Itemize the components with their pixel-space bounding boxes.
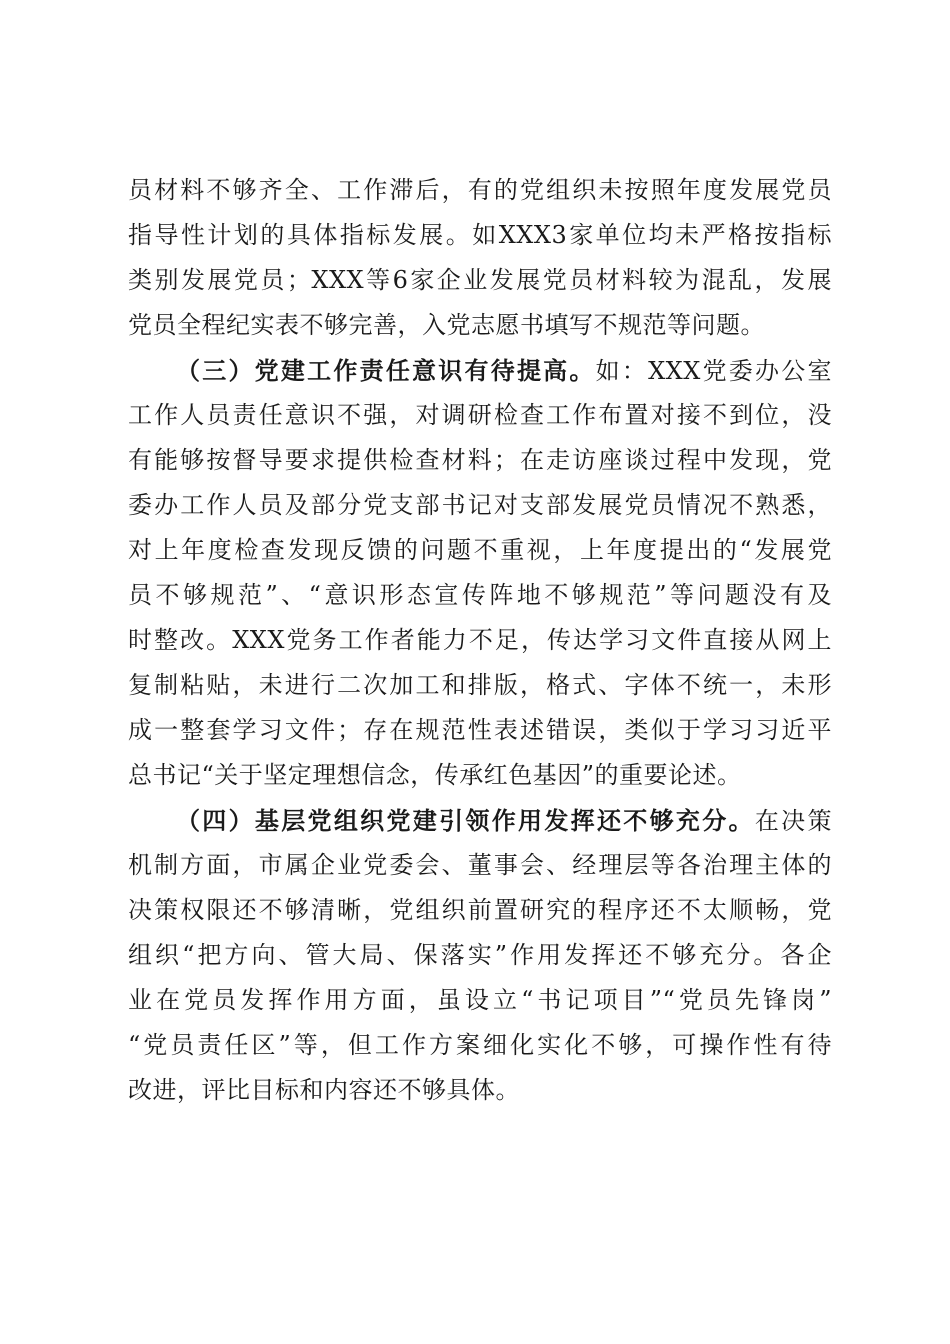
text-line-heading [128,348,832,393]
text-line: 类别发展党员；XXX等6家企业发展党员材料较为混乱，发展 [128,266,832,294]
text-line: 业在党员发挥作用方面，虽设立“书记项目”“党员先锋岗” [128,986,832,1014]
paragraph-3 [128,798,832,1113]
section-heading-3: （三）党建工作责任意识有待提高。 [176,356,596,385]
text-line: 有能够按督导要求提供检查材料；在走访座谈过程中发现，党 [128,446,832,474]
paragraph-1 [128,168,832,348]
text-line: 机制方面，市属企业党委会、董事会、经理层等各治理主体的 [128,851,832,879]
text-line: 员不够规范”、“意识形态宣传阵地不够规范”等问题没有及 [128,581,832,609]
text-line: 总书记“关于坚定理想信念，传承红色基因”的重要论述。 [128,761,742,789]
text-span: 在决策 [754,807,832,835]
text-span: 如：XXX党委办公室 [595,357,832,385]
paragraph-2 [128,348,832,798]
text-line: 时整改。XXX党务工作者能力不足，传达学习文件直接从网上 [128,626,832,654]
text-line: 党员全程纪实表不够完善，入党志愿书填写不规范等问题。 [128,311,765,339]
text-line-heading [128,798,832,843]
section-heading-4: （四）基层党组织党建引领作用发挥还不够充分。 [176,806,755,835]
text-line: 成一整套学习文件；存在规范性表述错误，类似于学习习近平 [128,716,832,744]
text-line: 委办工作人员及部分党支部书记对支部发展党员情况不熟悉， [128,491,832,519]
text-line: 指导性计划的具体指标发展。如XXX3家单位均未严格按指标 [128,221,832,249]
text-line: 复制粘贴，未进行二次加工和排版，格式、字体不统一，未形 [128,671,832,699]
document-body [128,168,832,1113]
text-line: “党员责任区”等，但工作方案细化实化不够，可操作性有待 [128,1031,832,1059]
text-line: 员材料不够齐全、工作滞后，有的党组织未按照年度发展党员 [128,176,832,204]
text-line: 工作人员责任意识不强，对调研检查工作布置对接不到位，没 [128,401,832,429]
text-line: 组织“把方向、管大局、保落实”作用发挥还不够充分。各企 [128,941,832,969]
text-line: 对上年度检查发现反馈的问题不重视，上年度提出的“发展党 [128,536,832,564]
text-line: 决策权限还不够清晰，党组织前置研究的程序还不太顺畅，党 [128,896,832,924]
text-line: 改进，评比目标和内容还不够具体。 [128,1076,520,1104]
